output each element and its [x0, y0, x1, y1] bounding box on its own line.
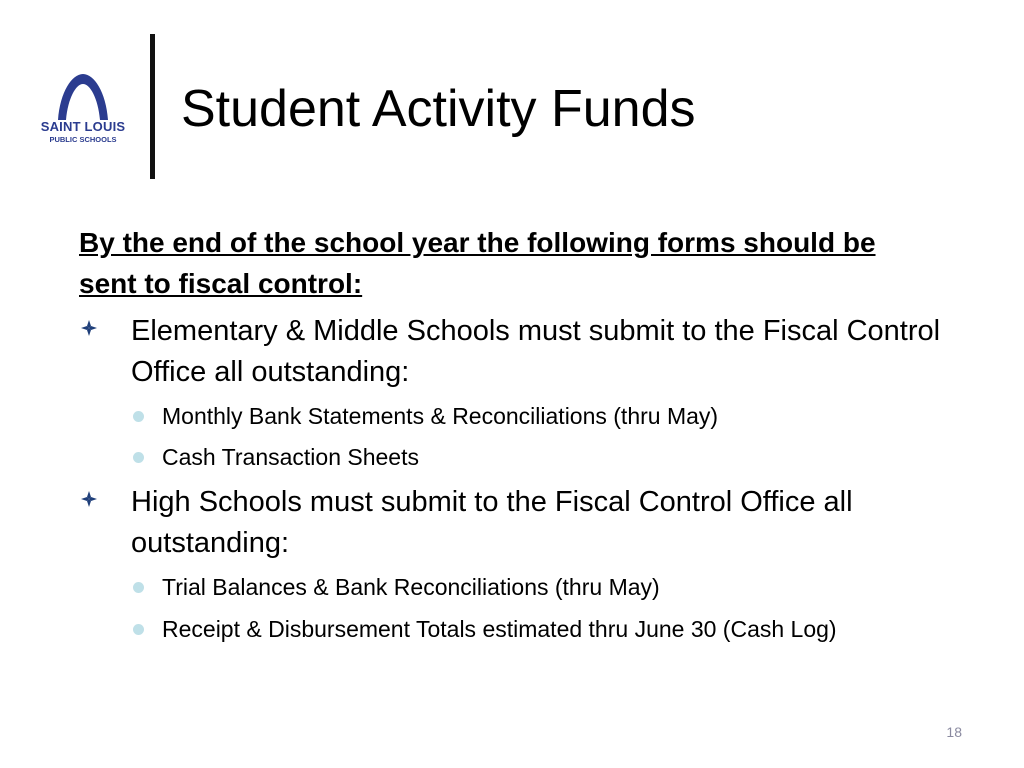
arch-icon	[28, 70, 138, 122]
title-divider	[150, 34, 155, 179]
bullet-dot-icon	[133, 411, 144, 422]
list-item	[133, 570, 943, 604]
bullet-dot-icon	[133, 624, 144, 635]
intro-heading: By the end of the school year the following forms should be sent to fiscal control:	[79, 227, 876, 299]
diamond-bullet-icon	[79, 489, 99, 509]
list-item-text: Monthly Bank Statements & Reconciliations (thru May)	[162, 403, 719, 429]
list-item-text: Cash Transaction Sheets	[162, 444, 419, 470]
logo-subtitle: PUBLIC SCHOOLS	[49, 135, 117, 144]
diamond-bullet-icon	[79, 318, 99, 338]
list-item-text: Receipt & Disbursement Totals estimated thru June 30 (Cash Log)	[162, 616, 837, 642]
page-number: 18	[946, 724, 962, 740]
logo-name: SAINT LOUIS	[40, 119, 126, 134]
saint-louis-public-schools-logo	[28, 70, 138, 150]
section-text: High Schools must submit to the Fiscal Control Office all outstanding:	[131, 486, 853, 559]
slide-title: Student Activity Funds	[181, 80, 696, 138]
list-item	[133, 612, 943, 646]
bullet-dot-icon	[133, 582, 144, 593]
section-bullet	[79, 311, 959, 393]
list-item	[133, 440, 943, 474]
section-text: Elementary & Middle Schools must submit to the Fiscal Control Office all outstanding:	[131, 315, 941, 388]
section-bullet	[79, 482, 959, 564]
bullet-dot-icon	[133, 452, 144, 463]
list-item-text: Trial Balances & Bank Reconciliations (thru May)	[162, 574, 660, 600]
list-item	[133, 399, 943, 433]
